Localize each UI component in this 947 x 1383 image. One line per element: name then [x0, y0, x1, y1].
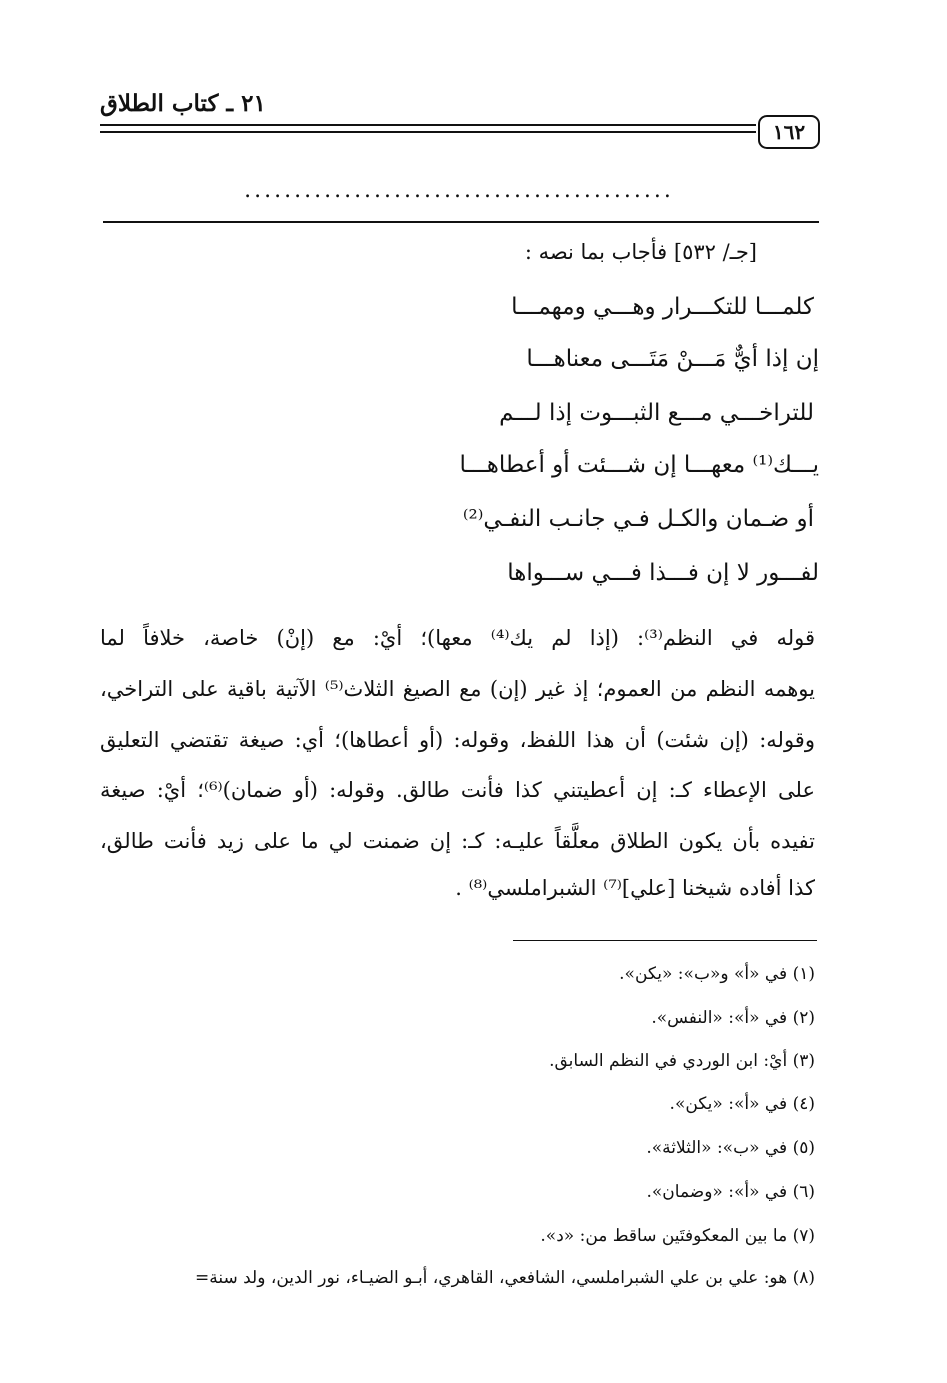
- footnote-divider: [513, 940, 817, 941]
- verse-line: أو ضـمان والكـل فـي جانـب النفـي⁽²⁾: [462, 506, 814, 532]
- header-rule: [100, 124, 756, 126]
- section-divider: [103, 221, 819, 223]
- header-rule: [100, 131, 756, 133]
- footnote: (٧) ما بين المعكوفتَين ساقط من: «د».: [540, 1226, 815, 1246]
- separator-dots: ...........................................: [244, 178, 674, 203]
- verse-line: لفـــور لا إن فـــذا فـــي ســـواها: [507, 560, 819, 586]
- footnote: (٥) في «ب»: «الثلاثة».: [646, 1138, 815, 1158]
- paragraph-line: تفيده بأن يكون الطلاق معلَّقاً عليـه: كـ: إن ضمنت لي ما على زيد فأنت طالق،: [100, 829, 815, 853]
- verse-line: للتراخـــي مـــع الثبـــوت إذا لـــم: [499, 400, 814, 426]
- footnote: (١) في «أ» و«ب»: «يكن».: [619, 964, 815, 984]
- footnote: (٤) في «أ»: «يكن».: [669, 1094, 815, 1114]
- footnote: (٦) في «أ»: «وضمان».: [646, 1182, 815, 1202]
- verse-line: إن إذا أيٌّ مَـــنْ مَتَـــى معناهـــا: [526, 346, 819, 372]
- verse-line: يـــك⁽¹⁾ معهـــا إن شـــئت أو أعطاهـــا: [459, 452, 819, 478]
- manuscript-reference: [جـ/ ٥٣٢] فأجاب بما نصه :: [524, 240, 757, 264]
- paragraph-line: كذا أفاده شيخنا [علي]⁽⁷⁾ الشبراملسي⁽⁸⁾ .: [455, 876, 815, 900]
- footnote: (٨) هو: علي بن علي الشبراملسي، الشافعي، القاهري، أبـو الضيـاء، نور الدين، ولد سنة=: [195, 1268, 815, 1288]
- page-number: ١٦٢: [758, 115, 820, 149]
- book-title: ٢١ ـ كتاب الطلاق: [100, 90, 266, 117]
- footnote: (٣) أيْ: ابن الوردي في النظم السابق.: [549, 1051, 815, 1071]
- verse-line: كلمـــا للتكـــرار وهـــي ومهمـــا: [511, 294, 814, 320]
- footnote: (٢) في «أ»: «النفس».: [651, 1008, 815, 1028]
- paragraph-line: وقوله: (إن شئت) أن هذا اللفظ، وقوله: (أو أعطاها)؛ أي: صيغة تقتضي التعليق: [100, 728, 815, 752]
- paragraph-line: قوله في النظم⁽³⁾: (إذا لم يك⁽⁴⁾ معها)؛ أيْ: مع (إنْ) خاصة، خلافاً لما: [100, 626, 815, 650]
- paragraph-line: على الإعطاء كـ: إن أعطيتني كذا فأنت طالق. وقوله: (أو ضمان)⁽⁶⁾؛ أيْ: صيغة: [100, 778, 815, 802]
- paragraph-line: يوهمه النظم من العموم؛ إذ غير (إن) مع الصيغ الثلاث⁽⁵⁾ الآتية باقية على التراخي،: [100, 677, 815, 701]
